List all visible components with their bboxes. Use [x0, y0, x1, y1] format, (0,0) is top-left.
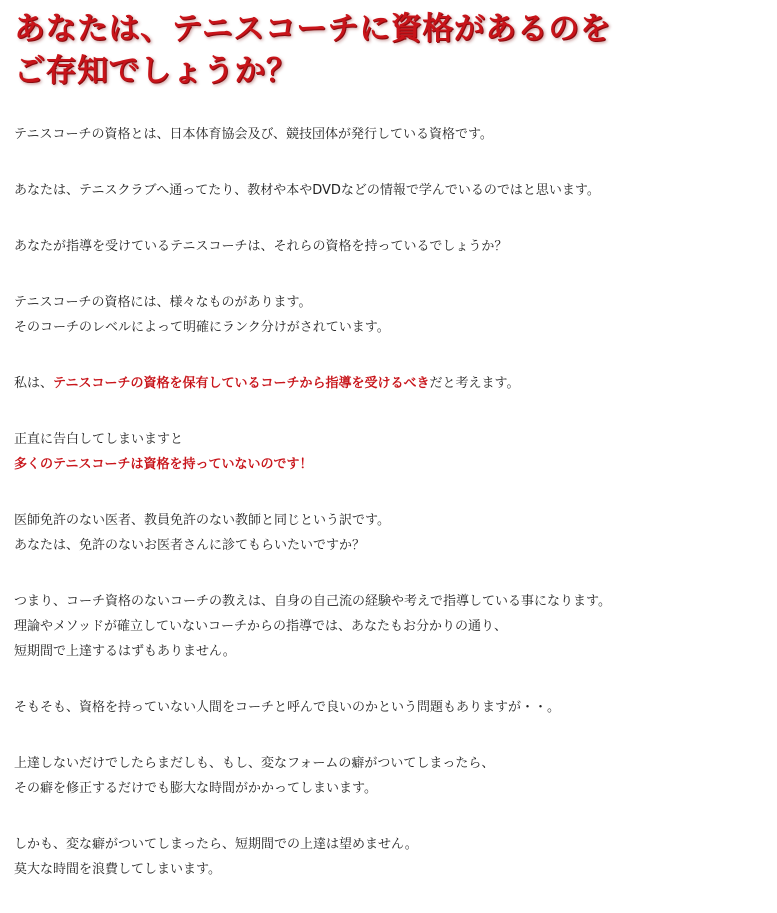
opinion-suffix: だと考えます。 — [429, 376, 520, 391]
paragraph-line: その癖を修正するだけでも膨大な時間がかかってしまいます。 — [14, 781, 377, 796]
paragraph-line: 正直に告白してしまいますと — [14, 432, 184, 447]
headline-line-2: ご存知でしょうか？ — [14, 53, 298, 89]
paragraph-line: あなたは、免許のないお医者さんに診てもらいたいですか？ — [14, 538, 366, 553]
paragraph-line: テニスコーチの資格とは、日本体育協会及び、競技団体が発行している資格です。 — [14, 127, 493, 142]
paragraph-calling-coach — [14, 695, 764, 720]
paragraph-line: あなたが指導を受けているテニスコーチは、それらの資格を持っているでしょうか？ — [14, 239, 508, 254]
paragraph-line: 医師免許のない医者、教員免許のない教師と同じという訳です。 — [14, 513, 390, 528]
article-body — [14, 122, 764, 913]
confession-highlight: 多くのテニスコーチは資格を持っていないのです！ — [14, 457, 313, 472]
paragraph-line: そのコーチのレベルによって明確にランク分けがされています。 — [14, 320, 390, 335]
paragraph-line: あなたは、テニスクラブへ通ってたり、教材や本やDVDなどの情報で学んでいるのではと思います。 — [14, 183, 600, 198]
page-headline — [14, 8, 611, 92]
paragraph-wasted-time — [14, 832, 764, 882]
paragraph-how-you-learn — [14, 178, 764, 203]
paragraph-doctor-analogy — [14, 508, 764, 558]
paragraph-question-coach — [14, 234, 764, 259]
paragraph-line: そもそも、資格を持っていない人間をコーチと呼んで良いのかという問題もありますが・・。 — [14, 700, 561, 715]
paragraph-line: テニスコーチの資格には、様々なものがあります。 — [14, 295, 312, 310]
paragraph-opinion — [14, 371, 764, 396]
headline-line-1: あなたは、テニスコーチに資格があるのを — [14, 11, 612, 47]
paragraph-qualification-ranks — [14, 290, 764, 340]
opinion-prefix: 私は、 — [14, 376, 54, 391]
paragraph-self-taught — [14, 589, 764, 664]
opinion-highlight: テニスコーチの資格を保有しているコーチから指導を受けるべき — [53, 376, 430, 391]
paragraph-bad-habits — [14, 751, 764, 801]
paragraph-qualification-definition — [14, 122, 764, 147]
paragraph-confession — [14, 427, 764, 477]
paragraph-line: 短期間で上達するはずもありません。 — [14, 644, 236, 659]
paragraph-line: 理論やメソッドが確立していないコーチからの指導では、あなたもお分かりの通り、 — [14, 619, 507, 634]
paragraph-line: つまり、コーチ資格のないコーチの教えは、自身の自己流の経験や考えで指導している事になります。 — [14, 594, 611, 609]
paragraph-line: 莫大な時間を浪費してしまいます。 — [14, 862, 221, 877]
paragraph-line — [14, 371, 764, 396]
paragraph-line: しかも、変な癖がついてしまったら、短期間での上達は望めません。 — [14, 837, 418, 852]
paragraph-line: 上達しないだけでしたらまだしも、もし、変なフォームの癖がついてしまったら、 — [14, 756, 495, 771]
